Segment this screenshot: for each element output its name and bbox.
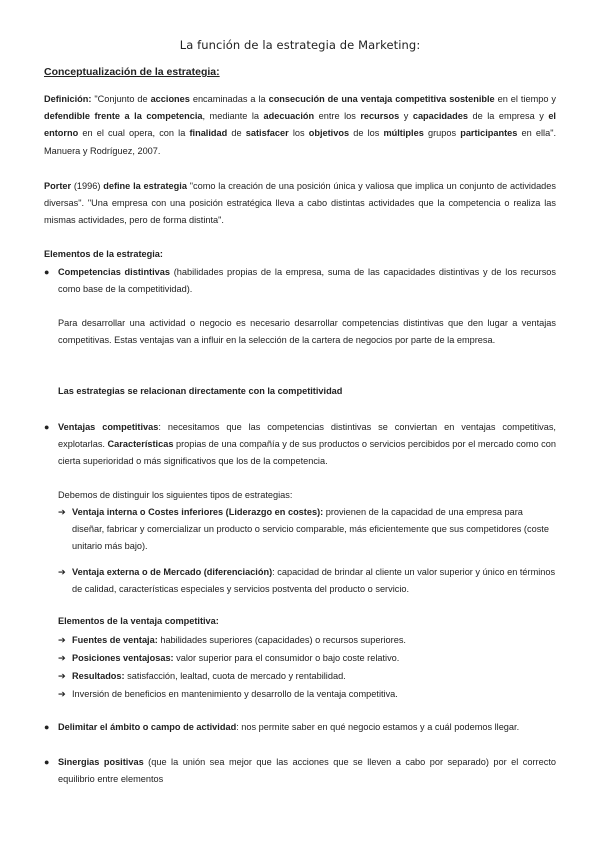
list-item-text: Delimitar el ámbito o campo de actividad: nos permite saber en qué negocio estamos y a cuál podemos llegar.: [58, 722, 520, 732]
document-title: La función de la estrategia de Marketing:: [179, 38, 421, 52]
list-item-text: Ventaja interna o Costes inferiores (Liderazgo en costes): provienen de la capacidad de una empresa para diseñar, fabricar y comercializar un producto o servicio comparable, más eficientemente que sus competidores (coste unitario más bajo).: [72, 507, 549, 552]
list-item-text: Sinergias positivas (que la unión sea mejor que las acciones que se lleven a cabo por separado) por el correcto equilibrio entre elementos: [58, 757, 556, 785]
list-item-text: Posiciones ventajosas: valor superior para el consumidor o bajo coste relativo.: [72, 653, 400, 663]
list-item: [58, 686, 556, 703]
arrow-icon: ➔: [58, 653, 66, 663]
bullet-icon: ●: [44, 722, 50, 732]
arrow-icon: ➔: [58, 671, 66, 681]
list-item-text: Ventaja externa o de Mercado (diferenciación): capacidad de brindar al cliente un valor superior y único en términos de calidad, características especiales y servicios postventa del producto o servicio.: [72, 567, 556, 595]
list-item-text: Ventajas competitivas: necesitamos que las competencias distintivas se conviertan en ventajas competitivas, explotarlas. Características propias de una compañía y de sus productos o servicios percibidos por el mercado como con cierta superioridad o más significativos que los de la competencia.: [58, 422, 556, 467]
definition-paragraph: Definición: "Conjunto de acciones encaminadas a la consecución de una ventaja competitiva sostenible en el tiempo y defendible frente a la competencia, mediante la adecuación entre los recursos y capacidades de la empresa y el entorno en el cual opera, con la finalidad de satisfacer los objetivos de los múltiples grupos participantes en ella". Manuera y Rodríguez, 2007.: [44, 94, 557, 156]
list-item: [44, 754, 556, 788]
list-item: [58, 632, 556, 649]
strategy-elements-title: Elementos de la estrategia:: [44, 249, 163, 259]
list-item: [58, 504, 556, 556]
competitive-advantage-elements-title: Elementos de la ventaja competitiva:: [58, 616, 219, 626]
list-item: [58, 650, 556, 667]
list-item: [44, 264, 556, 298]
bullet-icon: ●: [44, 267, 50, 277]
list-item: [58, 668, 556, 685]
list-item-text: Competencias distintivas (habilidades propias de la empresa, suma de las capacidades distintivas y de los recursos como base de la competitividad).: [58, 267, 556, 295]
arrow-icon: ➔: [58, 689, 66, 699]
list-item: [44, 719, 556, 736]
list-item-text: Inversión de beneficios en mantenimiento y desarrollo de la ventaja competitiva.: [72, 689, 398, 699]
arrow-icon: ➔: [58, 635, 66, 645]
arrow-icon: ➔: [58, 507, 66, 517]
list-item-text: Fuentes de ventaja: habilidades superiores (capacidades) o recursos superiores.: [72, 635, 406, 645]
list-item-text: Resultados: satisfacción, lealtad, cuota de mercado y rentabilidad.: [72, 671, 346, 681]
strategy-types-intro: Debemos de distinguir los siguientes tipos de estrategias:: [58, 490, 293, 500]
bullet-icon: ●: [44, 757, 50, 767]
arrow-icon: ➔: [58, 567, 66, 577]
competitiveness-statement: Las estrategias se relacionan directamente con la competitividad: [58, 386, 343, 396]
bullet-icon: ●: [44, 422, 50, 432]
competencies-note: Para desarrollar una actividad o negocio es necesario desarrollar competencias distintivas que den lugar a ventajas competitivas. Estas ventajas van a influir en la selección de la cartera de negocios por parte de la empresa.: [58, 318, 556, 346]
list-item: [58, 564, 556, 598]
section-heading: Conceptualización de la estrategia:: [44, 66, 220, 78]
list-item: [44, 419, 556, 471]
porter-paragraph: Porter (1996) define la estrategia "como la creación de una posición única y valiosa que implica un conjunto de actividades diversas". "Una empresa con una posición estratégica lleva a cabo distintas actividades que la competencia o realiza las mismas actividades, pero de forma distinta".: [44, 181, 556, 226]
